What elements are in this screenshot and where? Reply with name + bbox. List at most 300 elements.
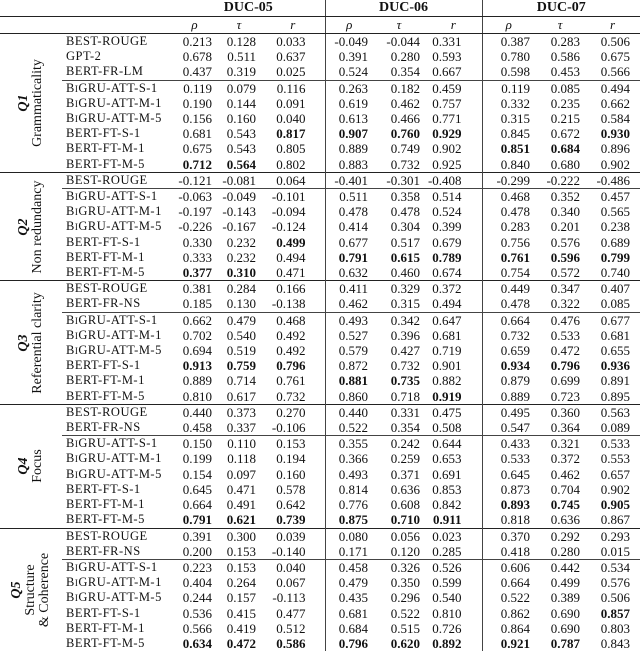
score-cell: 0.934 xyxy=(482,358,535,373)
score-cell: 0.352 xyxy=(535,189,585,205)
score-cell: 0.872 xyxy=(325,358,373,373)
score-cell: -0.049 xyxy=(217,189,261,205)
score-cell: 0.636 xyxy=(373,482,425,497)
score-cell: 0.857 xyxy=(585,606,640,621)
score-cell: 0.718 xyxy=(373,389,425,405)
score-cell: 0.756 xyxy=(482,235,535,250)
score-cell: 0.391 xyxy=(172,528,217,544)
score-cell: -0.063 xyxy=(172,189,217,205)
score-cell: 0.284 xyxy=(217,281,261,297)
score-cell: 0.330 xyxy=(172,235,217,250)
score-cell: 0.714 xyxy=(217,373,261,388)
score-cell: 0.340 xyxy=(535,204,585,219)
method-name: BERT-FT-S-1 xyxy=(62,606,172,621)
score-cell: 0.760 xyxy=(373,126,425,141)
method-name: BERT-FR-NS xyxy=(62,544,172,560)
score-cell: 0.366 xyxy=(325,451,373,466)
score-cell: 0.710 xyxy=(373,512,425,528)
score-cell: 0.419 xyxy=(217,621,261,636)
dataset-header: DUC-06 xyxy=(325,0,482,17)
score-cell: 0.462 xyxy=(373,96,425,111)
score-cell: 0.440 xyxy=(172,404,217,420)
score-cell: 0.902 xyxy=(585,157,640,173)
score-cell: 0.283 xyxy=(535,34,585,50)
score-cell: 0.889 xyxy=(325,141,373,156)
score-cell: 0.418 xyxy=(482,544,535,560)
question-label xyxy=(0,34,62,173)
score-cell: 0.524 xyxy=(425,204,482,219)
score-cell: 0.329 xyxy=(373,281,425,297)
table-row xyxy=(0,467,640,482)
score-cell: 0.391 xyxy=(325,49,373,64)
method-name: BiGRU-ATT-M-1 xyxy=(62,451,172,466)
score-cell: 0.358 xyxy=(373,189,425,205)
score-cell: 0.280 xyxy=(535,544,585,560)
table-row xyxy=(0,420,640,436)
score-cell: 0.533 xyxy=(482,451,535,466)
score-cell: 0.300 xyxy=(217,528,261,544)
score-cell: 0.617 xyxy=(217,389,261,405)
question-id: Q4 xyxy=(17,449,31,482)
metric-header: ρ xyxy=(172,17,217,34)
score-cell: 0.350 xyxy=(373,575,425,590)
score-cell: 0.415 xyxy=(217,606,261,621)
score-cell: -0.401 xyxy=(325,172,373,188)
score-cell: 0.427 xyxy=(373,343,425,358)
metric-header: τ xyxy=(217,17,261,34)
method-name: BiGRU-ATT-M-1 xyxy=(62,96,172,111)
score-cell: 0.810 xyxy=(172,389,217,405)
score-cell: 0.761 xyxy=(261,373,325,388)
score-cell: 0.292 xyxy=(535,528,585,544)
score-cell: 0.270 xyxy=(261,404,325,420)
score-cell: 0.494 xyxy=(585,80,640,96)
score-cell: 0.576 xyxy=(535,235,585,250)
score-cell: 0.796 xyxy=(325,636,373,651)
score-cell: 0.757 xyxy=(425,96,482,111)
score-cell: 0.459 xyxy=(425,80,482,96)
score-cell: 0.492 xyxy=(261,343,325,358)
metric-header: τ xyxy=(373,17,425,34)
score-cell: 0.608 xyxy=(373,497,425,512)
score-cell: 0.780 xyxy=(482,49,535,64)
score-cell: 0.655 xyxy=(585,343,640,358)
score-cell: 0.015 xyxy=(585,544,640,560)
score-cell: 0.921 xyxy=(482,636,535,651)
score-cell: 0.166 xyxy=(261,281,325,297)
score-cell: 0.360 xyxy=(535,404,585,420)
score-cell: 0.471 xyxy=(217,482,261,497)
score-cell: 0.662 xyxy=(172,312,217,328)
score-cell: 0.526 xyxy=(425,559,482,575)
metric-header: ρ xyxy=(325,17,373,34)
score-cell: 0.667 xyxy=(425,64,482,80)
score-cell: 0.508 xyxy=(425,420,482,436)
table-row xyxy=(0,436,640,452)
question-label xyxy=(0,528,62,651)
score-cell: 0.864 xyxy=(482,621,535,636)
score-cell: 0.675 xyxy=(172,141,217,156)
score-cell: 0.332 xyxy=(482,96,535,111)
score-cell: 0.543 xyxy=(217,126,261,141)
method-name: BERT-FT-M-5 xyxy=(62,636,172,651)
method-name: BiGRU-ATT-M-1 xyxy=(62,575,172,590)
method-name: BERT-FT-M-1 xyxy=(62,373,172,388)
score-cell: 0.458 xyxy=(172,420,217,436)
score-cell: 0.702 xyxy=(172,328,217,343)
table-row xyxy=(0,328,640,343)
score-cell: 0.853 xyxy=(425,482,482,497)
score-cell: 0.735 xyxy=(373,373,425,388)
score-cell: 0.354 xyxy=(373,64,425,80)
score-cell: 0.536 xyxy=(172,606,217,621)
question-name: Structure xyxy=(24,553,38,627)
score-cell: 0.342 xyxy=(373,312,425,328)
method-name: BERT-FR-LM xyxy=(62,64,172,80)
question-id: Q2 xyxy=(17,180,31,273)
score-cell: 0.889 xyxy=(172,373,217,388)
table-row xyxy=(0,250,640,265)
score-cell: 0.468 xyxy=(482,189,535,205)
score-cell: 0.913 xyxy=(172,358,217,373)
score-cell: 0.433 xyxy=(482,436,535,452)
score-cell: 0.517 xyxy=(373,235,425,250)
score-cell: -0.101 xyxy=(261,189,325,205)
score-cell: 0.598 xyxy=(482,64,535,80)
score-cell: 0.056 xyxy=(373,528,425,544)
score-cell: 0.664 xyxy=(172,497,217,512)
score-cell: 0.153 xyxy=(217,544,261,560)
score-cell: 0.331 xyxy=(425,34,482,50)
score-cell: 0.732 xyxy=(482,328,535,343)
score-cell: 0.892 xyxy=(425,636,482,651)
score-cell: -0.143 xyxy=(217,204,261,219)
score-cell: 0.586 xyxy=(261,636,325,651)
score-cell: 0.749 xyxy=(373,141,425,156)
score-cell: 0.182 xyxy=(373,80,425,96)
table-row xyxy=(0,96,640,111)
score-cell: 0.584 xyxy=(585,111,640,126)
table-row xyxy=(0,235,640,250)
score-cell: 0.527 xyxy=(325,328,373,343)
score-cell: 0.679 xyxy=(425,235,482,250)
score-cell: 0.478 xyxy=(325,204,373,219)
score-cell: 0.119 xyxy=(482,80,535,96)
score-cell: 0.442 xyxy=(535,559,585,575)
table-row xyxy=(0,636,640,651)
score-cell: 0.712 xyxy=(172,157,217,173)
score-cell: 0.494 xyxy=(425,296,482,312)
dataset-header: DUC-07 xyxy=(482,0,640,17)
score-cell: 0.235 xyxy=(535,96,585,111)
metric-header: r xyxy=(425,17,482,34)
score-cell: 0.613 xyxy=(325,111,373,126)
score-cell: 0.860 xyxy=(325,389,373,405)
score-cell: 0.185 xyxy=(172,296,217,312)
question-name: Focus xyxy=(31,449,45,482)
score-cell: 0.678 xyxy=(172,49,217,64)
question-label xyxy=(0,404,62,528)
table-row xyxy=(0,482,640,497)
score-cell: 0.399 xyxy=(425,219,482,234)
score-cell: 0.333 xyxy=(172,250,217,265)
score-cell: 0.776 xyxy=(325,497,373,512)
score-cell: 0.674 xyxy=(425,265,482,281)
method-name: BiGRU-ATT-S-1 xyxy=(62,559,172,575)
score-cell: 0.153 xyxy=(261,436,325,452)
score-cell: 0.232 xyxy=(217,250,261,265)
score-cell: 0.462 xyxy=(325,296,373,312)
score-cell: 0.492 xyxy=(261,328,325,343)
score-cell: 0.296 xyxy=(373,590,425,605)
question-name: Non redundancy xyxy=(31,180,45,273)
score-cell: 0.477 xyxy=(261,606,325,621)
score-cell: -0.197 xyxy=(172,204,217,219)
score-cell: 0.817 xyxy=(261,126,325,141)
score-cell: 0.883 xyxy=(325,157,373,173)
question-id: Q5 xyxy=(10,553,24,627)
score-cell: 0.540 xyxy=(217,328,261,343)
score-cell: 0.586 xyxy=(535,49,585,64)
score-cell: 0.642 xyxy=(261,497,325,512)
score-cell: 0.533 xyxy=(585,436,640,452)
score-cell: 0.128 xyxy=(217,34,261,50)
score-cell: 0.704 xyxy=(535,482,585,497)
score-cell: 0.929 xyxy=(425,126,482,141)
score-cell: 0.040 xyxy=(261,559,325,575)
score-cell: 0.514 xyxy=(425,189,482,205)
score-cell: 0.684 xyxy=(325,621,373,636)
score-cell: 0.796 xyxy=(535,358,585,373)
score-cell: 0.873 xyxy=(482,482,535,497)
score-cell: 0.089 xyxy=(585,420,640,436)
score-cell: 0.033 xyxy=(261,34,325,50)
table-row xyxy=(0,64,640,80)
score-cell: 0.761 xyxy=(482,250,535,265)
score-cell: 0.879 xyxy=(482,373,535,388)
score-cell: 0.110 xyxy=(217,436,261,452)
score-cell: 0.494 xyxy=(261,250,325,265)
method-name: BERT-FT-M-1 xyxy=(62,141,172,156)
score-cell: 0.079 xyxy=(217,80,261,96)
score-cell: 0.381 xyxy=(172,281,217,297)
table-row xyxy=(0,141,640,156)
score-cell: 0.925 xyxy=(425,157,482,173)
method-name: BERT-FT-M-1 xyxy=(62,621,172,636)
score-cell: 0.154 xyxy=(172,467,217,482)
score-cell: 0.025 xyxy=(261,64,325,80)
score-cell: 0.662 xyxy=(585,96,640,111)
score-cell: 0.681 xyxy=(585,328,640,343)
method-name: BERT-FT-S-1 xyxy=(62,482,172,497)
score-cell: 0.471 xyxy=(261,265,325,281)
score-cell: 0.319 xyxy=(217,64,261,80)
score-cell: 0.902 xyxy=(425,141,482,156)
question-name: & Coherence xyxy=(38,553,52,627)
score-cell: 0.579 xyxy=(325,343,373,358)
score-cell: 0.085 xyxy=(535,80,585,96)
score-cell: 0.659 xyxy=(482,343,535,358)
score-cell: 0.593 xyxy=(425,49,482,64)
score-cell: 0.435 xyxy=(325,590,373,605)
method-name: BiGRU-ATT-S-1 xyxy=(62,312,172,328)
method-name: BEST-ROUGE xyxy=(62,404,172,420)
score-cell: 0.371 xyxy=(373,467,425,482)
score-cell: 0.160 xyxy=(261,467,325,482)
score-cell: 0.091 xyxy=(261,96,325,111)
score-cell: 0.040 xyxy=(261,111,325,126)
score-cell: 0.280 xyxy=(373,49,425,64)
method-name: BEST-ROUGE xyxy=(62,172,172,188)
score-cell: 0.321 xyxy=(535,436,585,452)
score-cell: -0.094 xyxy=(261,204,325,219)
score-cell: 0.326 xyxy=(373,559,425,575)
score-cell: 0.067 xyxy=(261,575,325,590)
score-cell: 0.120 xyxy=(373,544,425,560)
score-cell: 0.223 xyxy=(172,559,217,575)
score-cell: -0.049 xyxy=(325,34,373,50)
score-cell: 0.522 xyxy=(482,590,535,605)
score-cell: 0.739 xyxy=(261,512,325,528)
score-cell: -0.140 xyxy=(261,544,325,560)
score-cell: 0.499 xyxy=(535,575,585,590)
method-name: BiGRU-ATT-M-5 xyxy=(62,219,172,234)
score-cell: 0.283 xyxy=(482,219,535,234)
method-name: BiGRU-ATT-M-5 xyxy=(62,590,172,605)
score-cell: 0.190 xyxy=(172,96,217,111)
score-cell: 0.845 xyxy=(482,126,535,141)
score-cell: 0.457 xyxy=(585,189,640,205)
score-cell: 0.372 xyxy=(425,281,482,297)
score-cell: 0.895 xyxy=(585,389,640,405)
score-cell: 0.150 xyxy=(172,436,217,452)
method-name: BERT-FT-S-1 xyxy=(62,126,172,141)
score-cell: 0.194 xyxy=(261,451,325,466)
score-cell: 0.907 xyxy=(325,126,373,141)
table-row xyxy=(0,296,640,312)
score-cell: 0.039 xyxy=(261,528,325,544)
score-cell: 0.524 xyxy=(325,64,373,80)
metric-header: ρ xyxy=(482,17,535,34)
score-cell: 0.493 xyxy=(325,467,373,482)
table-row xyxy=(0,126,640,141)
score-cell: 0.677 xyxy=(325,235,373,250)
score-cell: 0.119 xyxy=(172,80,217,96)
score-cell: 0.370 xyxy=(482,528,535,544)
score-cell: 0.867 xyxy=(585,512,640,528)
score-cell: 0.171 xyxy=(325,544,373,560)
score-cell: 0.097 xyxy=(217,467,261,482)
score-cell: 0.740 xyxy=(585,265,640,281)
score-cell: 0.791 xyxy=(172,512,217,528)
question-name: Grammaticality xyxy=(31,59,45,147)
score-cell: 0.699 xyxy=(535,373,585,388)
score-cell: 0.160 xyxy=(217,111,261,126)
score-cell: -0.301 xyxy=(373,172,425,188)
table-row xyxy=(0,189,640,205)
score-cell: 0.512 xyxy=(261,621,325,636)
table-row xyxy=(0,451,640,466)
method-name: BiGRU-ATT-S-1 xyxy=(62,80,172,96)
question-id: Q3 xyxy=(17,292,31,393)
score-cell: 0.796 xyxy=(261,358,325,373)
score-cell: 0.563 xyxy=(585,404,640,420)
score-cell: 0.681 xyxy=(425,328,482,343)
score-cell: 0.805 xyxy=(261,141,325,156)
score-cell: 0.304 xyxy=(373,219,425,234)
score-cell: 0.677 xyxy=(585,312,640,328)
score-cell: 0.691 xyxy=(425,467,482,482)
score-cell: 0.468 xyxy=(261,312,325,328)
score-cell: 0.534 xyxy=(585,559,640,575)
score-cell: -0.121 xyxy=(172,172,217,188)
score-cell: 0.238 xyxy=(585,219,640,234)
score-cell: 0.449 xyxy=(482,281,535,297)
method-name: BiGRU-ATT-S-1 xyxy=(62,436,172,452)
score-cell: 0.495 xyxy=(482,404,535,420)
method-name: BiGRU-ATT-M-5 xyxy=(62,343,172,358)
score-cell: 0.862 xyxy=(482,606,535,621)
score-cell: 0.540 xyxy=(425,590,482,605)
score-cell: 0.754 xyxy=(482,265,535,281)
method-name: BERT-FT-M-1 xyxy=(62,250,172,265)
score-cell: 0.759 xyxy=(217,358,261,373)
table-row xyxy=(0,343,640,358)
score-cell: 0.936 xyxy=(585,358,640,373)
score-cell: 0.460 xyxy=(373,265,425,281)
score-cell: 0.723 xyxy=(535,389,585,405)
score-cell: -0.106 xyxy=(261,420,325,436)
table-row xyxy=(0,389,640,405)
table-row xyxy=(0,172,640,188)
table-row xyxy=(0,373,640,388)
score-cell: -0.167 xyxy=(217,219,261,234)
table-row xyxy=(0,34,640,50)
score-cell: 0.657 xyxy=(585,467,640,482)
table-row xyxy=(0,204,640,219)
method-name: BERT-FT-M-5 xyxy=(62,389,172,405)
score-cell: -0.486 xyxy=(585,172,640,188)
score-cell: 0.213 xyxy=(172,34,217,50)
metric-header: r xyxy=(585,17,640,34)
score-cell: 0.476 xyxy=(535,312,585,328)
table-row xyxy=(0,157,640,173)
score-cell: 0.689 xyxy=(585,235,640,250)
method-name: BEST-ROUGE xyxy=(62,34,172,50)
method-name: BERT-FT-M-5 xyxy=(62,157,172,173)
score-cell: 0.636 xyxy=(535,512,585,528)
score-cell: 0.842 xyxy=(425,497,482,512)
score-cell: -0.124 xyxy=(261,219,325,234)
score-cell: -0.408 xyxy=(425,172,482,188)
score-cell: 0.680 xyxy=(535,157,585,173)
score-cell: 0.414 xyxy=(325,219,373,234)
score-cell: 0.259 xyxy=(373,451,425,466)
score-cell: 0.491 xyxy=(217,497,261,512)
score-cell: 0.377 xyxy=(172,265,217,281)
table-body xyxy=(0,34,640,651)
score-cell: 0.840 xyxy=(482,157,535,173)
score-cell: 0.511 xyxy=(217,49,261,64)
score-cell: 0.315 xyxy=(482,111,535,126)
score-cell: 0.478 xyxy=(482,296,535,312)
score-cell: 0.462 xyxy=(535,467,585,482)
score-cell: 0.440 xyxy=(325,404,373,420)
score-cell: 0.672 xyxy=(535,126,585,141)
score-cell: 0.322 xyxy=(535,296,585,312)
score-cell: 0.787 xyxy=(535,636,585,651)
score-cell: 0.896 xyxy=(585,141,640,156)
